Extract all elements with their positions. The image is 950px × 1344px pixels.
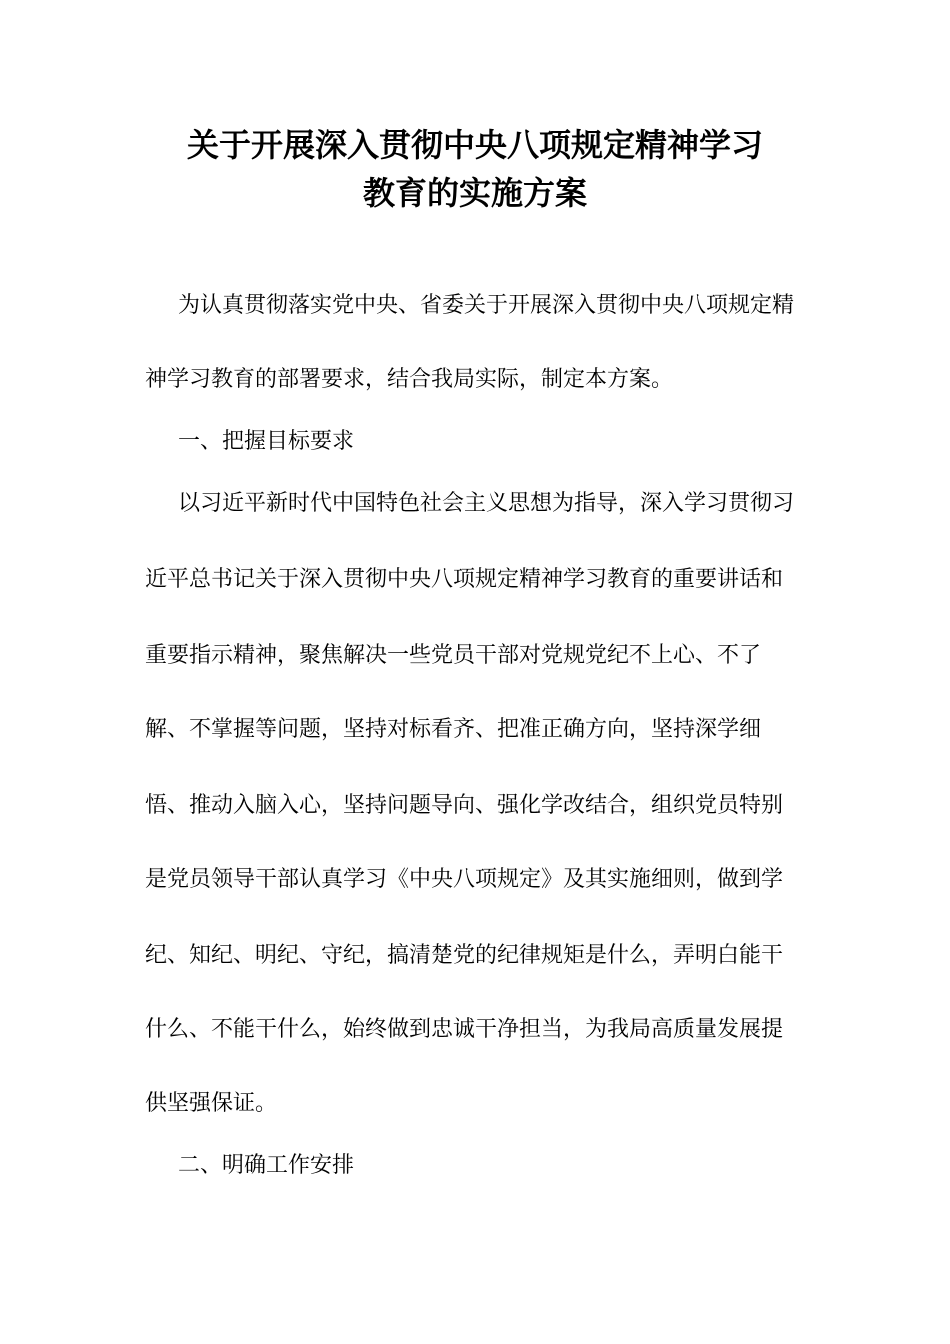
intro-paragraph-line-2: 神学习教育的部署要求，结合我局实际，制定本方案。 [145, 367, 674, 392]
body-paragraph-line-9: 供坚强保证。 [145, 1091, 278, 1116]
body-paragraph-line-1: 以习近平新时代中国特色社会主义思想为指导，深入学习贯彻习 [178, 491, 795, 516]
body-paragraph-line-2: 近平总书记关于深入贯彻中央八项规定精神学习教育的重要讲话和 [145, 567, 784, 592]
body-paragraph-line-7: 纪、知纪、明纪、守纪，搞清楚党的纪律规矩是什么，弄明白能干 [145, 943, 784, 968]
intro-paragraph-line-1: 为认真贯彻落实党中央、省委关于开展深入贯彻中央八项规定精 [178, 293, 795, 318]
body-paragraph-line-4: 解、不掌握等问题，坚持对标看齐、把准正确方向，坚持深学细 [145, 717, 762, 742]
document-title-line-2: 教育的实施方案 [362, 174, 587, 212]
body-paragraph-line-5: 悟、推动入脑入心，坚持问题导向、强化学改结合，组织党员特别 [145, 793, 784, 818]
section-heading-1: 一、把握目标要求 [178, 429, 355, 454]
body-paragraph-line-8: 什么、不能干什么，始终做到忠诚干净担当，为我局高质量发展提 [145, 1017, 784, 1042]
section-heading-2: 二、明确工作安排 [178, 1153, 355, 1178]
document-title-line-1: 关于开展深入贯彻中央八项规定精神学习 [186, 126, 763, 164]
body-paragraph-line-6: 是党员领导干部认真学习《中央八项规定》及其实施细则，做到学 [145, 867, 784, 892]
body-paragraph-line-3: 重要指示精神，聚焦解决一些党员干部对党规党纪不上心、不了 [145, 643, 762, 668]
